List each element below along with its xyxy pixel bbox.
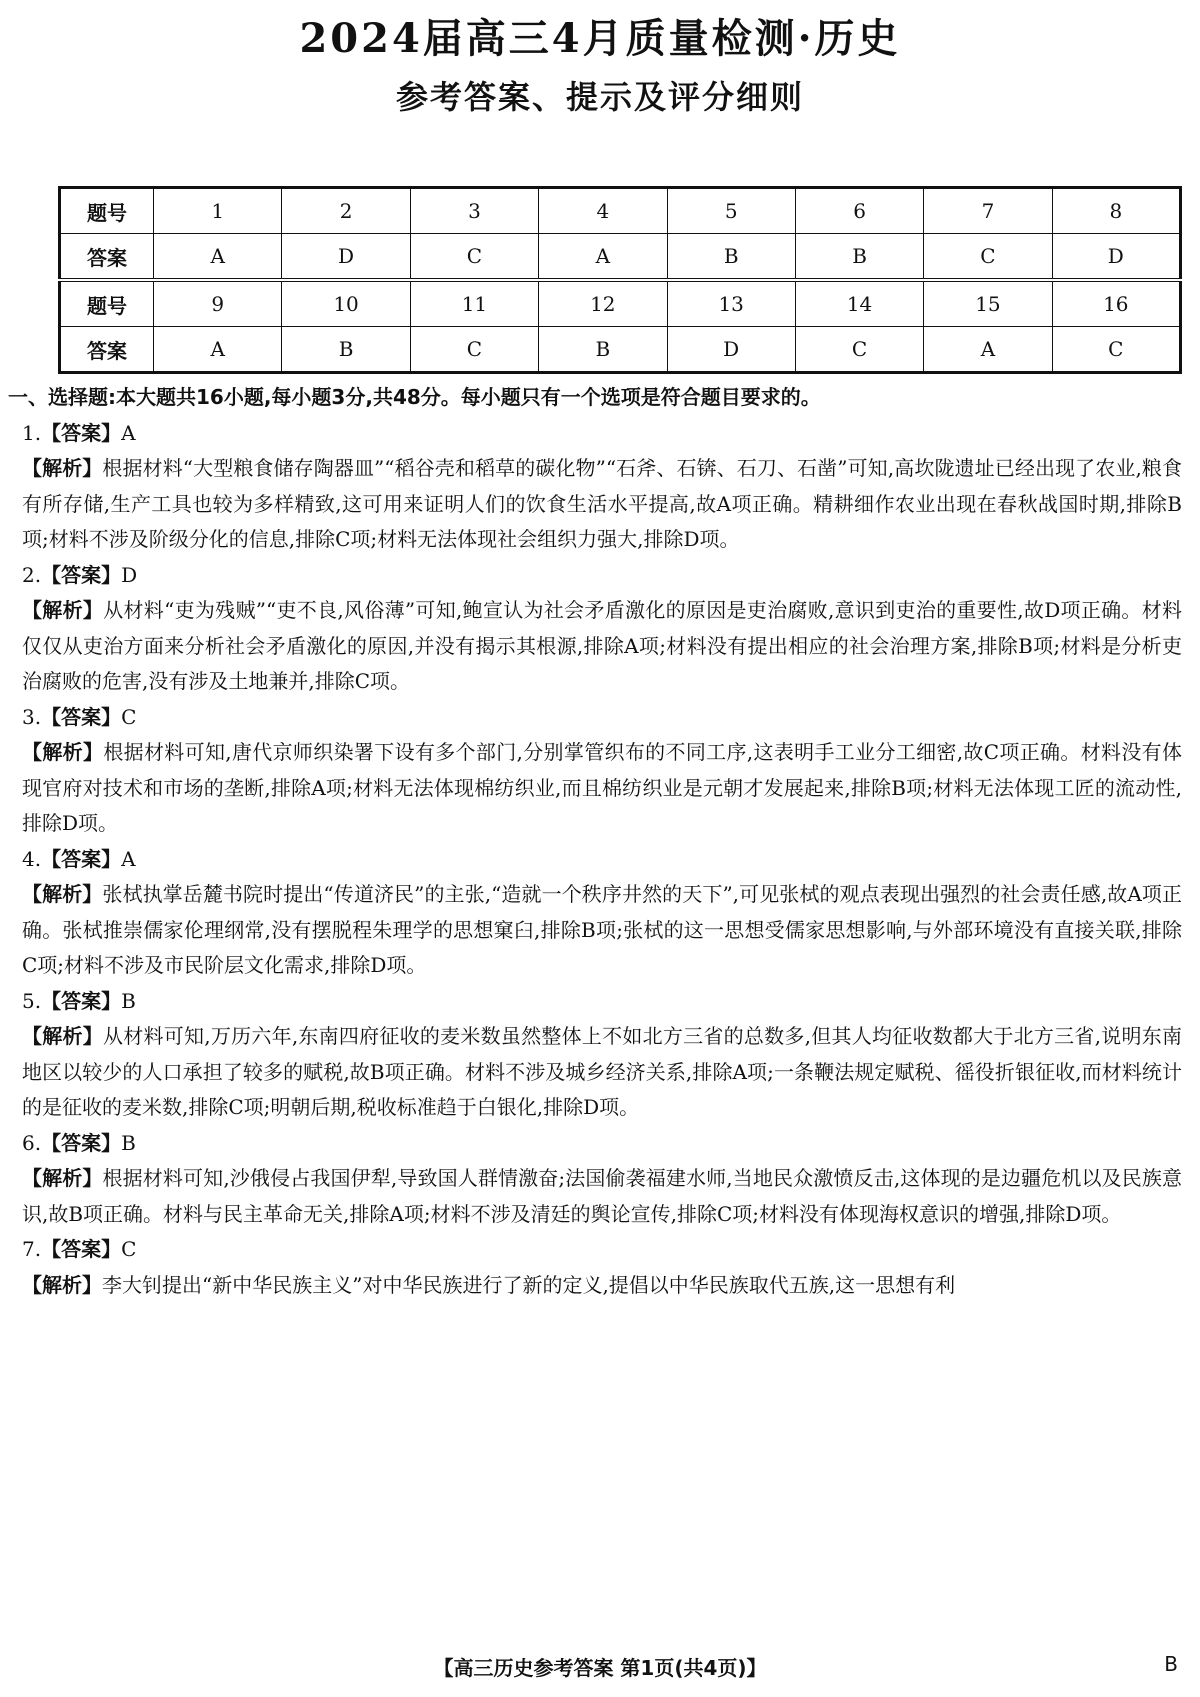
page-subtitle: 参考答案、提示及评分细则: [395, 78, 804, 116]
question-number-cell: 2: [282, 188, 410, 234]
question-answer-line: [0, 1126, 1200, 1162]
analysis-mark: 【解析】: [22, 1166, 103, 1190]
answer-cell: A: [154, 327, 282, 373]
question-number-cell: 6: [795, 188, 923, 234]
analysis-text: 张栻执掌岳麓书院时提出“传道济民”的主张,“造就一个秩序井然的天下”,可见张栻的观点表现出强烈的社会责任感,故A项正确。张栻推崇儒家伦理纲常,没有摆脱程朱理学的思想窠臼,排除B项;张栻的这一思想受儒家思想影响,与外部环境没有直接关联,排除C项;材料不涉及市民阶层文化需求,排除D项。: [22, 882, 1183, 977]
answer-cell: B: [795, 234, 923, 281]
question-prefix: 7.: [22, 1237, 42, 1261]
question-prefix: 6.: [22, 1130, 42, 1155]
question-number-cell: 12: [539, 280, 667, 327]
analysis-paragraph: [0, 451, 1200, 558]
analysis-paragraph: [0, 1268, 1200, 1304]
section-heading: 一、选择题:本大题共16小题,每小题3分,共48分。每小题只有一个选项是符合题目要求的。: [8, 385, 821, 409]
answer-cell: D: [1052, 234, 1180, 281]
row-label-answer: 答案: [60, 327, 154, 373]
answer-mark: 【答案】: [41, 1237, 122, 1261]
answer-cell: D: [667, 327, 795, 373]
answer-cell: C: [795, 327, 923, 373]
analysis-paragraph: [0, 1019, 1200, 1126]
answer-letter: B: [121, 1130, 136, 1155]
answer-table: [58, 186, 1182, 374]
analysis-mark: 【解析】: [22, 598, 104, 622]
question-number-cell: 11: [410, 280, 538, 327]
question-answer-line: [0, 416, 1200, 452]
question-prefix: 2.: [22, 562, 42, 587]
table-row-numbers: [60, 188, 1181, 234]
question-number-cell: 16: [1052, 280, 1180, 327]
question-prefix: 1.: [22, 420, 42, 445]
question-number-cell: 3: [410, 188, 538, 234]
answer-cell: B: [282, 327, 410, 373]
question-number-cell: 13: [667, 280, 795, 327]
answer-mark: 【答案】: [41, 1130, 122, 1155]
answer-mark: 【答案】: [41, 420, 122, 445]
question-number-cell: 1: [154, 188, 282, 234]
question-number-cell: 14: [795, 280, 923, 327]
answer-cell: A: [924, 327, 1052, 373]
analysis-mark: 【解析】: [22, 740, 104, 764]
question-prefix: 4.: [22, 846, 42, 871]
question-answer-line: [0, 700, 1200, 736]
analysis-text: 从材料可知,万历六年,东南四府征收的麦米数虽然整体上不如北方三省的总数多,但其人均征收数都大于北方三省,说明东南地区以较少的人口承担了较多的赋税,故B项正确。材料不涉及城乡经济关系,排除A项;一条鞭法规定赋税、徭役折银征收,而材料统计的是征收的麦米数,排除C项;明朝后期,税收标准趋于白银化,排除D项。: [22, 1024, 1183, 1119]
paper-version-code: B: [1164, 1652, 1178, 1676]
analysis-text: 根据材料可知,沙俄侵占我国伊犁,导致国人群情激奋;法国偷袭福建水师,当地民众激愤反击,这体现的是边疆危机以及民族意识,故B项正确。材料与民主革命无关,排除A项;材料不涉及清廷的舆论宣传,排除C项;材料没有体现海权意识的增强,排除D项。: [22, 1166, 1183, 1226]
answer-mark: 【答案】: [41, 562, 122, 587]
answer-mark: 【答案】: [41, 988, 122, 1013]
analysis-text: 李大钊提出“新中华民族主义”对中华民族进行了新的定义,提倡以中华民族取代五族,这一思想有利: [102, 1272, 956, 1297]
question-answer-line: [0, 558, 1200, 594]
answer-mark: 【答案】: [41, 846, 122, 871]
analysis-text: 根据材料“大型粮食储存陶器皿”“稻谷壳和稻草的碳化物”“石斧、石锛、石刀、石凿”可知,高坎陇遗址已经出现了农业,粮食有所存储,生产工具也较为多样精致,这可用来证明人们的饮食生活水平提高,故A项正确。精耕细作农业出现在春秋战国时期,排除B项;材料不涉及阶级分化的信息,排除C项;材料无法体现社会组织力强大,排除D项。: [22, 456, 1183, 551]
answer-cell: A: [154, 234, 282, 281]
answer-mark: 【答案】: [41, 704, 122, 729]
answer-cell: C: [410, 234, 538, 281]
answer-letter: B: [121, 988, 136, 1013]
question-answer-line: [0, 842, 1200, 878]
answer-cell: C: [1052, 327, 1180, 373]
answer-cell: C: [410, 327, 538, 373]
row-label-number: 题号: [60, 280, 154, 327]
question-number-cell: 10: [282, 280, 410, 327]
table-row-numbers: [60, 280, 1181, 327]
table-row-answers: [60, 327, 1181, 373]
analysis-mark: 【解析】: [22, 456, 103, 480]
question-number-cell: 8: [1052, 188, 1180, 234]
analysis-paragraph: [0, 735, 1200, 842]
answer-cell: B: [539, 327, 667, 373]
question-number-cell: 9: [154, 280, 282, 327]
answer-letter: C: [121, 1237, 137, 1261]
question-number-cell: 15: [924, 280, 1052, 327]
analysis-paragraph: [0, 1161, 1200, 1232]
question-prefix: 5.: [22, 988, 42, 1013]
table-row-answers: [60, 234, 1181, 281]
answer-cell: D: [282, 234, 410, 281]
analysis-mark: 【解析】: [22, 882, 103, 906]
analysis-text: 从材料“吏为残贼”“吏不良,风俗薄”可知,鲍宣认为社会矛盾激化的原因是吏治腐败,意识到吏治的重要性,故D项正确。材料仅仅从吏治方面来分析社会矛盾激化的原因,并没有揭示其根源,排除A项;材料没有提出相应的社会治理方案,排除B项;材料是分析吏治腐败的危害,没有涉及土地兼并,排除C项。: [22, 598, 1182, 693]
explanations-section: [0, 380, 1200, 1630]
page-footer: 【高三历史参考答案 第1页(共4页)】: [433, 1656, 767, 1680]
question-number-cell: 5: [667, 188, 795, 234]
analysis-paragraph: [0, 593, 1200, 700]
analysis-mark: 【解析】: [22, 1272, 102, 1297]
question-answer-line: [0, 984, 1200, 1020]
question-answer-line: [0, 1232, 1200, 1268]
question-number-cell: 4: [539, 188, 667, 234]
answer-letter: D: [121, 562, 138, 587]
analysis-paragraph: [0, 877, 1200, 984]
row-label-answer: 答案: [60, 234, 154, 281]
answer-letter: A: [121, 420, 136, 445]
answer-cell: B: [667, 234, 795, 281]
question-list: [0, 416, 1200, 1304]
row-label-number: 题号: [60, 188, 154, 234]
page-title: 2024届高三4月质量检测·历史: [299, 15, 901, 62]
analysis-text: 根据材料可知,唐代京师织染署下设有多个部门,分别掌管织布的不同工序,这表明手工业分工细密,故C项正确。材料没有体现官府对技术和市场的垄断,排除A项;材料无法体现棉纺织业,而且棉纺织业是元朝才发展起来,排除B项;材料无法体现工匠的流动性,排除D项。: [22, 740, 1183, 835]
answer-cell: C: [924, 234, 1052, 281]
analysis-mark: 【解析】: [22, 1024, 103, 1048]
answer-letter: A: [121, 846, 136, 871]
question-prefix: 3.: [22, 704, 42, 729]
question-number-cell: 7: [924, 188, 1052, 234]
answer-cell: A: [539, 234, 667, 281]
answer-letter: C: [121, 704, 137, 729]
answer-table-body: [60, 188, 1181, 373]
